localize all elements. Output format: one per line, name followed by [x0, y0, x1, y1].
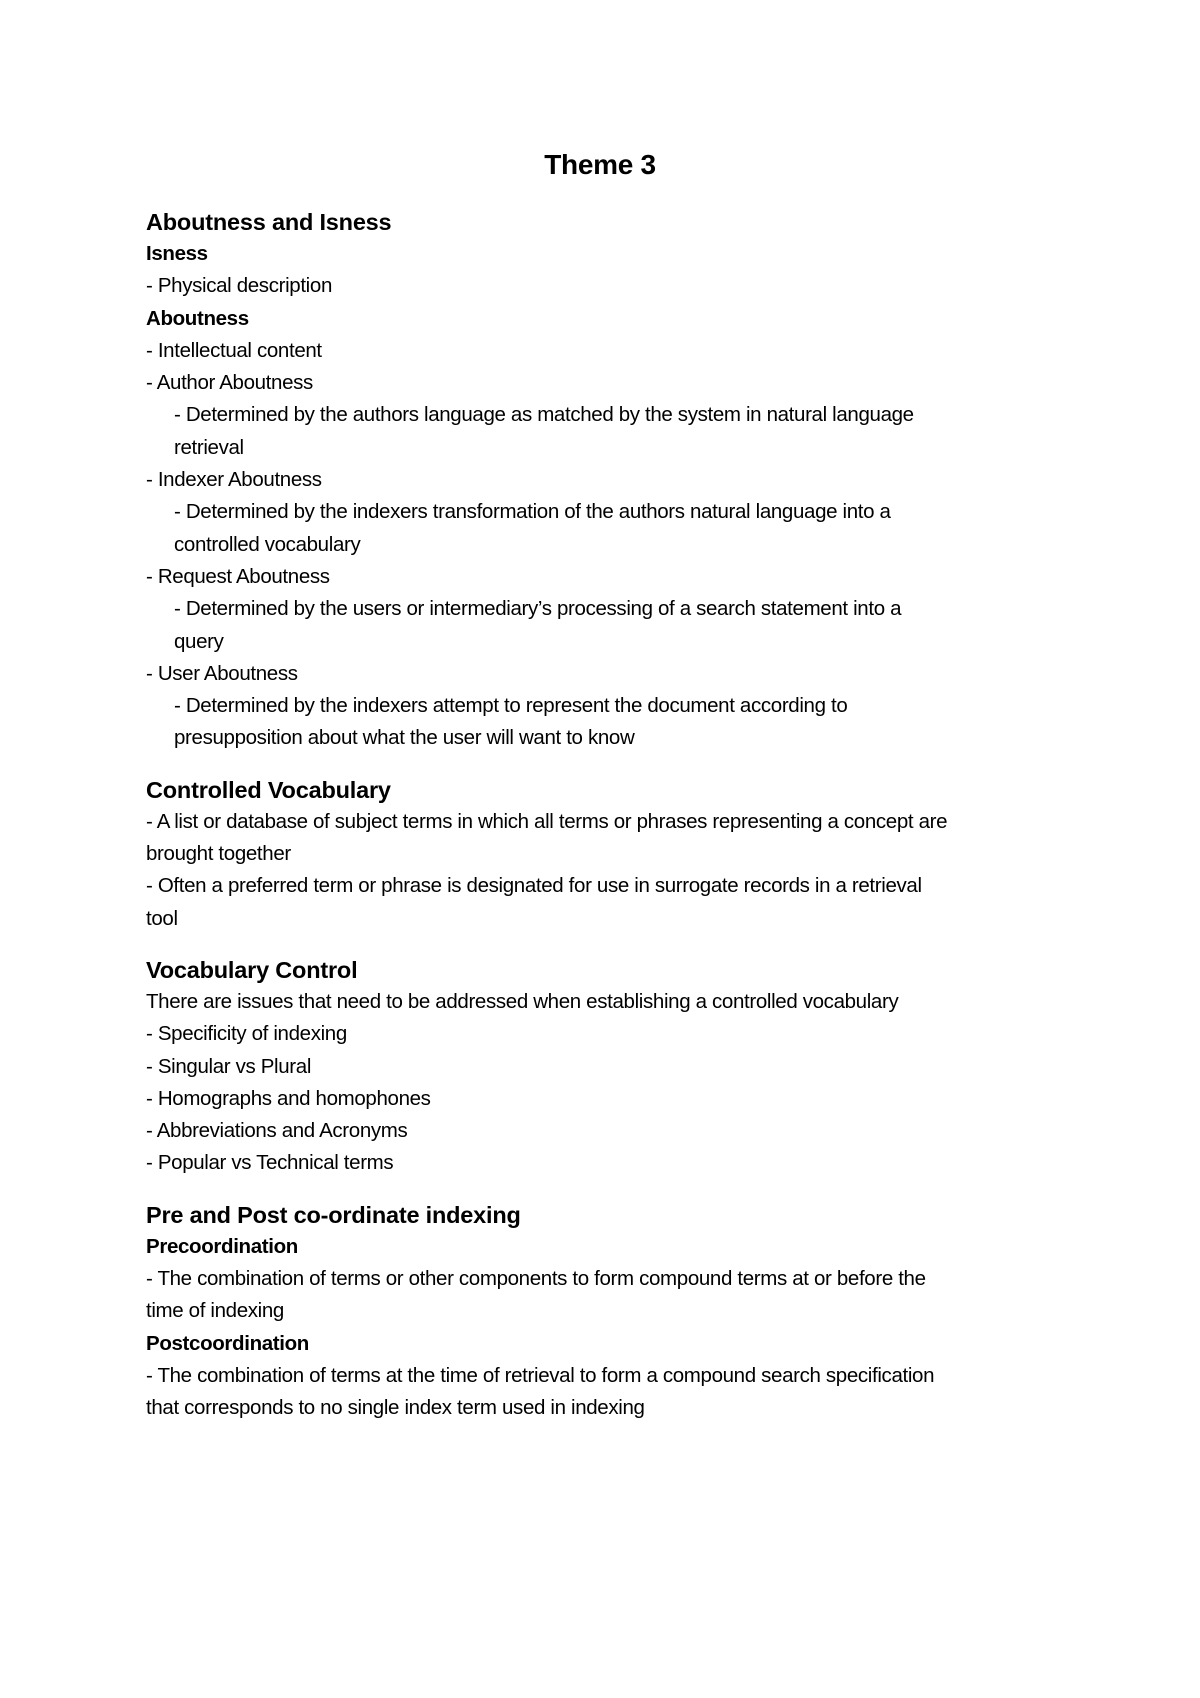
section-heading-controlled-vocabulary: Controlled Vocabulary — [146, 776, 391, 803]
list-item-indented: retrieval — [174, 435, 244, 459]
list-item-indented: controlled vocabulary — [174, 532, 361, 556]
subheading-aboutness: Aboutness — [146, 306, 249, 330]
list-item: - Specificity of indexing — [146, 1022, 347, 1046]
list-item: - Author Aboutness — [146, 371, 313, 395]
subheading-precoordination: Precoordination — [146, 1234, 298, 1258]
list-item: - Intellectual content — [146, 338, 322, 362]
list-item: - Singular vs Plural — [146, 1054, 312, 1078]
list-item-indented: - Determined by the authors language as matched by the system in natural language — [174, 403, 914, 427]
document-body — [146, 206, 1066, 1425]
list-item: - A list or database of subject terms in which all terms or phrases representing a concept are — [146, 809, 948, 833]
subheading-postcoordination: Postcoordination — [146, 1331, 309, 1355]
list-item-indented: query — [174, 629, 224, 653]
list-item-indented: - Determined by the indexers transformation of the authors natural language into a — [174, 500, 891, 524]
section-spacer — [146, 935, 1066, 954]
list-item: brought together — [146, 842, 291, 866]
list-item: - Homographs and homophones — [146, 1086, 431, 1110]
page-title: Theme 3 — [544, 149, 656, 180]
section-heading-aboutness: Aboutness and Isness — [146, 209, 392, 235]
section-spacer — [146, 1180, 1066, 1199]
list-item: - The combination of terms or other components to form compound terms at or before the — [146, 1267, 926, 1291]
list-item: - The combination of terms at the time of retrieval to form a compound search specification — [146, 1363, 935, 1387]
list-item: - Abbreviations and Acronyms — [146, 1119, 408, 1143]
list-item: - User Aboutness — [146, 661, 298, 685]
list-item: - Popular vs Technical terms — [146, 1151, 394, 1175]
list-item: tool — [146, 906, 178, 930]
paragraph: There are issues that need to be addressed when establishing a controlled vocabulary — [146, 989, 899, 1013]
list-item: that corresponds to no single index term used in indexing — [146, 1396, 645, 1420]
list-item: - Request Aboutness — [146, 564, 330, 588]
list-item: time of indexing — [146, 1299, 284, 1323]
list-item-indented: presupposition about what the user will want to know — [174, 726, 635, 750]
list-item-indented: - Determined by the indexers attempt to represent the document according to — [174, 694, 848, 718]
list-item: - Physical description — [146, 274, 332, 298]
list-item-indented: - Determined by the users or intermediary’s processing of a search statement into a — [174, 597, 902, 621]
list-item: - Indexer Aboutness — [146, 468, 322, 492]
section-heading-indexing: Pre and Post co-ordinate indexing — [146, 1201, 521, 1228]
section-heading-vocabulary-control: Vocabulary Control — [146, 956, 358, 983]
list-item: - Often a preferred term or phrase is designated for use in surrogate records in a retrieval — [146, 874, 922, 898]
subheading-isness: Isness — [146, 242, 208, 265]
section-spacer — [146, 755, 1066, 774]
